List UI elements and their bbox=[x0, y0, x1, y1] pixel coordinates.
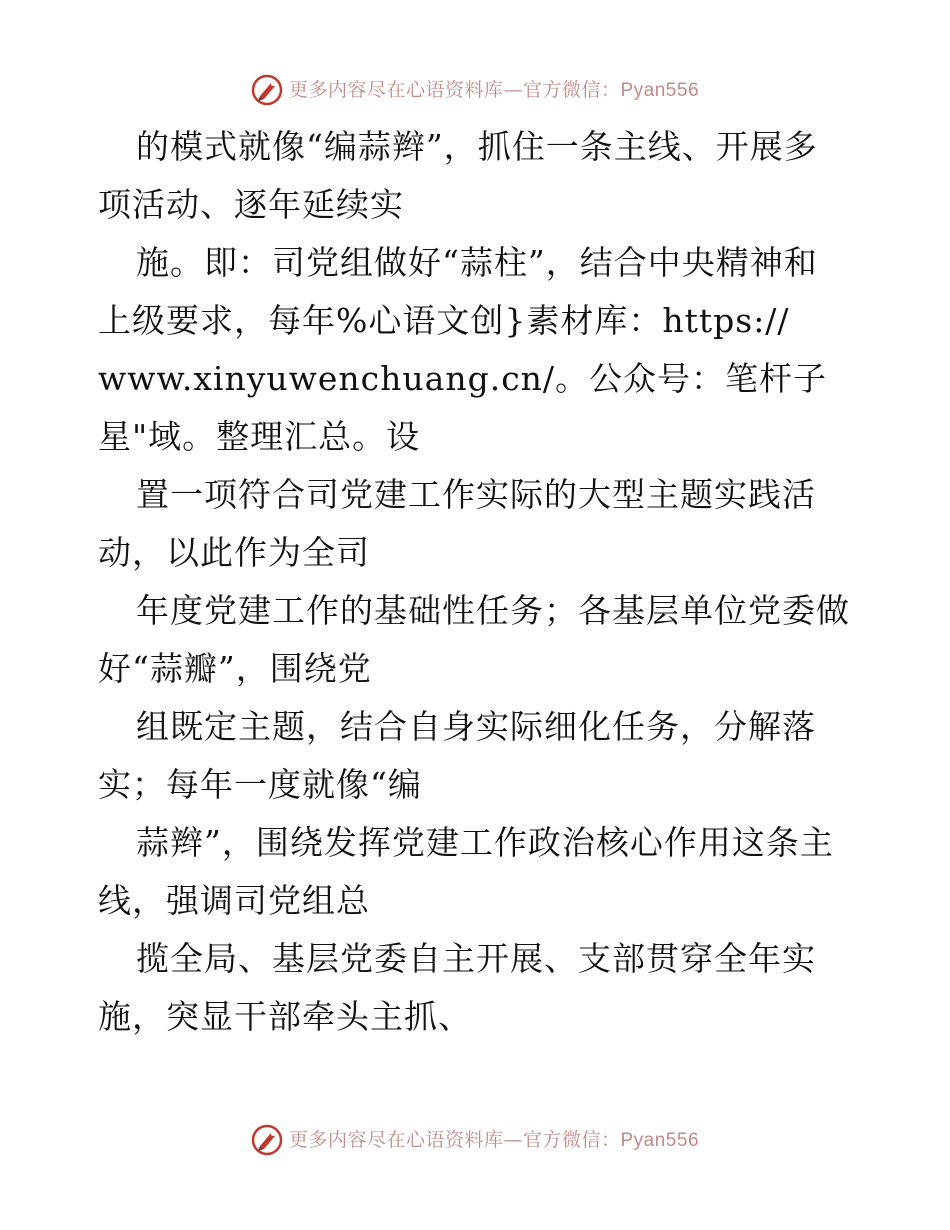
document-line: 实；每年一度就像“编 bbox=[98, 765, 422, 804]
brush-pen-logo-icon bbox=[251, 74, 283, 106]
footer-official-label: 官方微信： bbox=[522, 1128, 621, 1151]
header-separator: — bbox=[503, 78, 523, 101]
header-wechat-id: Pyan556 bbox=[620, 79, 700, 101]
document-line: 施，突显干部牵头主抓、 bbox=[98, 997, 472, 1036]
document-line: 蒜辫”，围绕发挥党建工作政治核心作用这条主 bbox=[136, 823, 834, 862]
document-line: 线，强调司党组总 bbox=[98, 881, 370, 920]
document-body bbox=[98, 118, 858, 1046]
footer-banner bbox=[0, 1122, 950, 1158]
brush-pen-logo-icon bbox=[251, 1124, 283, 1156]
document-line: 好“蒜瓣”，围绕党 bbox=[98, 649, 372, 688]
footer-banner-text bbox=[288, 1128, 700, 1151]
header-site-name: 更多内容尽在心语资料库 bbox=[288, 78, 504, 101]
document-line: 置一项符合司党建工作实际的大型主题实践活 bbox=[136, 475, 816, 514]
footer-separator: — bbox=[503, 1128, 523, 1151]
header-banner bbox=[0, 72, 950, 108]
document-line: 动，以此作为全司 bbox=[98, 533, 370, 572]
document-line: 星"域。整理汇总。设 bbox=[98, 417, 421, 456]
document-line: 的模式就像“编蒜辫”，抓住一条主线、开展多 bbox=[136, 127, 818, 166]
document-line: 年度党建工作的基础性任务；各基层单位党委做 bbox=[136, 591, 850, 630]
document-line: 项活动、逐年延续实 bbox=[98, 185, 404, 224]
footer-site-name: 更多内容尽在心语资料库 bbox=[288, 1128, 504, 1151]
document-line: www.xinyuwenchuang.cn/。公众号：笔杆子 bbox=[98, 359, 828, 398]
document-line: 组既定主题，结合自身实际细化任务，分解落 bbox=[136, 707, 816, 746]
header-banner-text bbox=[288, 78, 700, 101]
footer-wechat-id: Pyan556 bbox=[620, 1129, 700, 1151]
document-line: 施。即：司党组做好“蒜柱”，结合中央精神和 bbox=[136, 243, 818, 282]
header-official-label: 官方微信： bbox=[522, 78, 621, 101]
document-line: 揽全局、基层党委自主开展、支部贯穿全年实 bbox=[136, 939, 816, 978]
document-line: 上级要求，每年%心语文创}素材库：https:// bbox=[98, 301, 790, 340]
